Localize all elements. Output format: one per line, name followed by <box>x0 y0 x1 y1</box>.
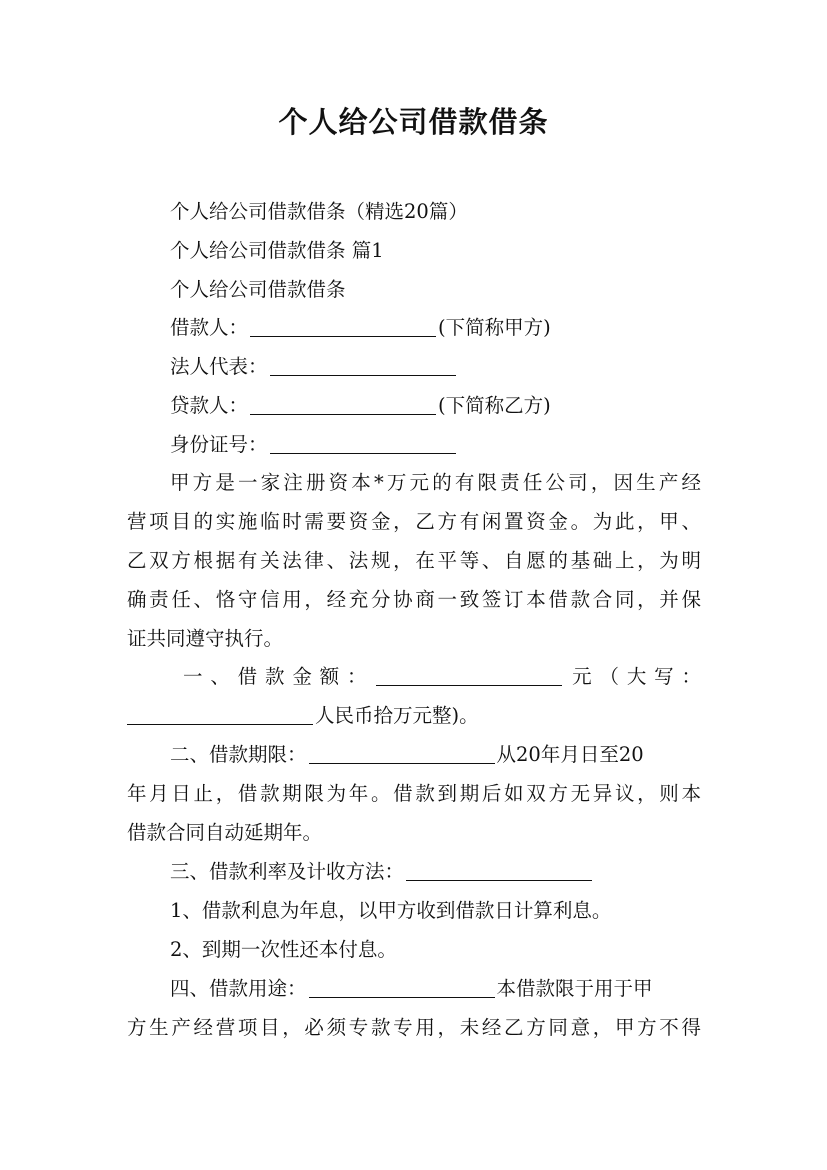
lender-label: 贷款人： <box>170 394 249 417</box>
amount-blank[interactable] <box>376 665 562 686</box>
subtitle: 个人给公司借款借条 <box>170 278 346 301</box>
lender-blank[interactable] <box>250 394 436 415</box>
amount-words-blank[interactable] <box>127 704 313 725</box>
document-title: 个人给公司借款借条 <box>278 105 549 139</box>
use-line-2: 方生产经营项目，必须专款专用，未经乙方同意，甲方不得 <box>127 1016 701 1039</box>
id-blank[interactable] <box>270 433 456 454</box>
amount-end: 人民币拾万元整)。 <box>315 704 479 727</box>
paragraph-line: 甲方是一家注册资本*万元的有限责任公司，因生产经 <box>170 471 701 494</box>
term-mid: 从20年月日至20 <box>496 743 644 766</box>
term-line-3: 借款合同自动延期年。 <box>127 821 323 844</box>
rate-label: 三、借款利率及计收方法： <box>170 860 405 883</box>
term-blank[interactable] <box>309 743 495 764</box>
amount-mid: 元（大写： <box>564 665 701 688</box>
lender-line <box>170 391 701 421</box>
amount-line <box>183 662 701 692</box>
amount-label: 一、借款金额： <box>183 665 375 688</box>
rep-line <box>170 352 701 382</box>
paragraph-line: 乙双方根据有关法律、法规，在平等、自愿的基础上，为明 <box>127 549 701 572</box>
rep-label: 法人代表： <box>170 355 268 378</box>
id-line <box>170 430 701 460</box>
rate-line <box>170 857 701 887</box>
rate-item: 2、到期一次性还本付息。 <box>170 938 397 961</box>
paragraph-line: 确责任、恪守信用，经充分协商一致签订本借款合同，并保 <box>127 588 701 611</box>
rate-blank[interactable] <box>406 860 592 881</box>
intro-line: 个人给公司借款借条（精选20篇） <box>170 200 468 223</box>
section-heading: 个人给公司借款借条 篇1 <box>170 239 384 262</box>
use-label: 四、借款用途： <box>170 977 307 1000</box>
lender-suffix: (下简称乙方) <box>438 394 551 417</box>
term-line <box>170 740 701 770</box>
borrower-label: 借款人： <box>170 316 249 339</box>
borrower-line <box>170 313 701 343</box>
use-line <box>170 974 701 1004</box>
paragraph-line: 营项目的实施临时需要资金，乙方有闲置资金。为此，甲、 <box>127 510 701 533</box>
id-label: 身份证号： <box>170 433 268 456</box>
rate-item: 1、借款利息为年息，以甲方收到借款日计算利息。 <box>170 899 612 922</box>
use-mid: 本借款限于用于甲 <box>496 977 653 1000</box>
borrower-suffix: (下简称甲方) <box>438 316 551 339</box>
paragraph-line: 证共同遵守执行。 <box>127 627 284 650</box>
term-line-2: 年月日止，借款期限为年。借款到期后如双方无异议，则本 <box>127 782 701 805</box>
borrower-blank[interactable] <box>250 316 436 337</box>
term-label: 二、借款期限： <box>170 743 307 766</box>
use-blank[interactable] <box>309 977 495 998</box>
amount-line-2 <box>127 701 701 731</box>
rep-blank[interactable] <box>270 355 456 376</box>
